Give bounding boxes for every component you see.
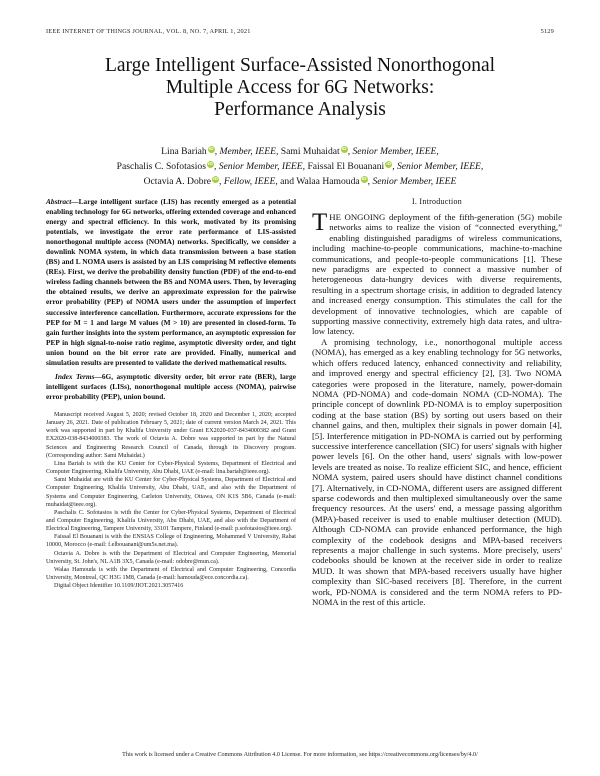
paper-title — [40, 55, 560, 121]
author-list — [40, 144, 560, 189]
orcid-icon[interactable]: iD — [213, 177, 218, 182]
author-role: , Senior Member, IEEE — [367, 176, 457, 187]
right-column — [312, 197, 562, 607]
footnote: Manuscript received August 5, 2020; revised October 18, 2020 and December 1, 2020; accepted January 26, 2021. Date of publication February 5, 2021; date of current version March 24, 2021. This work was supported in part by Khalifa University under Grant EX2020-037-8434000382 and Grant EX2020-038-8434000383. The work of Octavia A. Dobre was supported in part by the Natural Sciences and Engineering Research Council of Canada, through its Discovery program. (Corresponding author: Sami Muhaidat.) — [46, 411, 296, 459]
title-line: Multiple Access for 6G Networks: — [165, 77, 435, 98]
author-role: , Member, IEEE, — [214, 146, 279, 157]
abstract — [46, 197, 296, 368]
footnote: Faissal El Bouanani is with the ENSIAS College of Engineering, Mohammed V University, Rabat 10000, Morocco (e-mail: f.elbouanani@um5s.net.ma). — [46, 534, 296, 549]
author-line — [40, 144, 560, 159]
title-line: Performance Analysis — [214, 99, 386, 120]
author-line — [40, 159, 560, 174]
orcid-icon[interactable]: iD — [386, 162, 392, 167]
index-terms — [46, 372, 296, 402]
title-line: Large Intelligent Surface-Assisted Nonorthogonal — [104, 55, 496, 76]
footnote: Sami Muhaidat are with the KU Center for Cyber-Physical Systems, Department of Electrical and Computer Engineering, Khalifa University, Abu Dhabi, UAE, and also with the Department of Systems and Computer Engineering, Carleton University, Ottawa, ON K1S 5B6, Canada (e-mail: muhaidat@ieee.org). — [46, 477, 296, 508]
section-body — [312, 209, 562, 608]
footnote: Walaa Hamouda is with the Department of Electrical and Computer Engineering, Concordia University, Montreal, QC H3G 1M8, Canada (e-mail: hamouda@ece.concordia.ca). — [46, 566, 296, 582]
paragraph: A promising technology, i.e., nonorthogonal multiple access (NOMA), has emerged as a key enabling technology for 5G networks, which offers reduced latency, enhanced connectivity and reliability, and improved energy and spectral efficiency [2], [3]. Two NOMA categories were proposed in the literature, namely, power-domain NOMA (PD-NOMA) and code-domain NOMA (CD-NOMA). The principle concept of downlink PD-NOMA is to employ superposition coding at the base station (BS) by sorting out users based on their channel gains, and then, multiplex their signals in power domain [4], [5]. Interference mitigation in PD-NOMA is carried out by performing successive interference cancellation (SIC) for users' signals with higher power levels [6]. On the other hand, users' signals with low-power levels are treated as noise. To realize efficient SIC, and hence, efficient NOMA system, paired users should have distinct channel conditions [7]. Alternatively, in CD-NOMA, different users are assigned different sparse codewords and then multiplexed simultaneously over the same frequency resources. At the users' end, a message passing algorithm (MPA)-based receiver is used to enable multiuser detection (MUD). Although CD-NOMA can provide enhanced performance, the high complexity of the codebook designs and MPA-based receivers represents a major challenge in such systems. More precisely, users' codebooks should be known at the receiver side in order to realize MUD. It was shown that MPA-based receivers usually have higher complexity than SIC-based receivers [8]. Therefore, in the current work, PD-NOMA is considered and the term NOMA refers to PD-NOMA in the rest of this article. — [312, 336, 562, 608]
author-role: , Senior Member, IEEE, — [392, 161, 484, 172]
author-name: Octavia A. Dobre — [143, 176, 212, 187]
abstract-label: Abstract— — [46, 197, 79, 206]
author-line — [40, 174, 560, 189]
drop-cap: T — [312, 209, 328, 236]
author-name: Faissal El Bouanani — [305, 161, 385, 172]
journal-name: IEEE INTERNET OF THINGS JOURNAL, VOL. 8, NO. 7, APRIL 1, 2021 — [46, 28, 251, 35]
doi-line[interactable]: Digital Object Identifier 10.1109/JIOT.2021.3057416 — [54, 583, 184, 590]
paragraph-text: HE ONGOING deployment of the fifth-generation (5G) mobile networks aims to realize the vision of “connected everything,” enabling distinguished paradigms of wireless communications, including machine-to-people communications, machine-to-machine communications, and people-to-people communications [1]. These new paradigms are expected to connect a massive number of heterogeneous data-hungry devices with diverse requirements, resulting in a spectrum shortage crisis, in addition to degraded latency and increased energy consumption. This stimulates the call for the development of innovative technologies, which are capable of supporting massive connectivity, extremely high data rates, and ultra-low latency. — [312, 212, 562, 337]
orcid-icon[interactable]: iD — [361, 177, 367, 182]
orcid-icon[interactable]: iD — [208, 147, 214, 152]
left-column — [46, 197, 296, 590]
page-number: 5129 — [540, 28, 554, 35]
author-role: , Senior Member, IEEE, — [213, 161, 306, 172]
author-name: Sami Muhaidat — [278, 146, 340, 157]
footnotes — [46, 411, 296, 590]
license-notice[interactable]: This work is licensed under a Creative Commons Attribution 4.0 License. For more information, see https://creativecommons.org/licenses/by/4.0/ — [122, 752, 478, 758]
running-header — [46, 28, 554, 40]
author-role: , Fellow, IEEE, — [219, 176, 278, 187]
orcid-icon[interactable]: iD — [208, 162, 213, 167]
index-terms-text: 6G, asymptotic diversity order, bit error rate (BER), large intelligent surfaces (LISs), nonorthogonal multiple access (NOMA), pairwise error probability (PEP), union bound. — [46, 371, 296, 401]
author-name: Paschalis C. Sofotasios — [116, 161, 206, 172]
author-name: Lina Bariah — [161, 146, 207, 157]
section-heading: I. Introduction — [411, 197, 463, 206]
abstract-text: Large intelligent surface (LIS) has recently emerged as a potential enabling technology for 6G networks, offering extended coverage and enhanced energy and spectral efficiency. In this work, motivated by its promising potentials, we investigate the error rate performance of LIS-assisted nonorthogonal multiple access (NOMA) networks. Specifically, we consider a downlink NOMA system, in which data transmission between a base station (BS) and L NOMA users is assisted by an LIS comprising M reflective elements (REs). First, we derive the probability density function (PDF) of the end-to-end wireless fading channels between the BS and NOMA users. Then, by leveraging the obtained results, we derive an approximate expression for the pairwise error probability (PEP) of NOMA users under the assumption of imperfect successive interference cancellation. Furthermore, accurate expressions for the PEP for M = 1 and large M values (M > 10) are presented in closed-form. To gain further insights into the system performance, an asymptotic expression for PEP in high signal-to-noise ratio regime, asymptotic diversity order, and tight union bound on the bit error rate are provided. Finally, numerical and simulation results are presented to validate the derived mathematical results. — [46, 197, 296, 367]
footnote: Paschalis C. Sofotasios is with the Center for Cyber-Physical Systems, Department of Electrical and Computer Engineering, Khalifa University, Abu Dhabi, UAE, and also with the Department of Electrical Engineering, Tampere University, 33101 Tampere, Finland (e-mail: p.sofotasios@ieee.org). — [46, 509, 296, 533]
author-name: and Walaa Hamouda — [277, 176, 360, 187]
footnote: Octavia A. Dobre is with the Department of Electrical and Computer Engineering, Memorial University, St. John's, NL A1B 3X5, Canada (e-mail: odobre@mun.ca). — [46, 550, 296, 565]
index-terms-label: Index Terms— — [55, 371, 102, 381]
author-role: , Senior Member, IEEE, — [347, 146, 439, 157]
orcid-icon[interactable]: iD — [341, 147, 347, 152]
footnote: Lina Bariah is with the KU Center for Cyber-Physical Systems, Department of Electrical and Computer Engineering, Khalifa University, Abu Dhabi, UAE (e-mail: lina.bariah@ieee.org). — [46, 460, 296, 476]
paragraph — [312, 209, 562, 337]
